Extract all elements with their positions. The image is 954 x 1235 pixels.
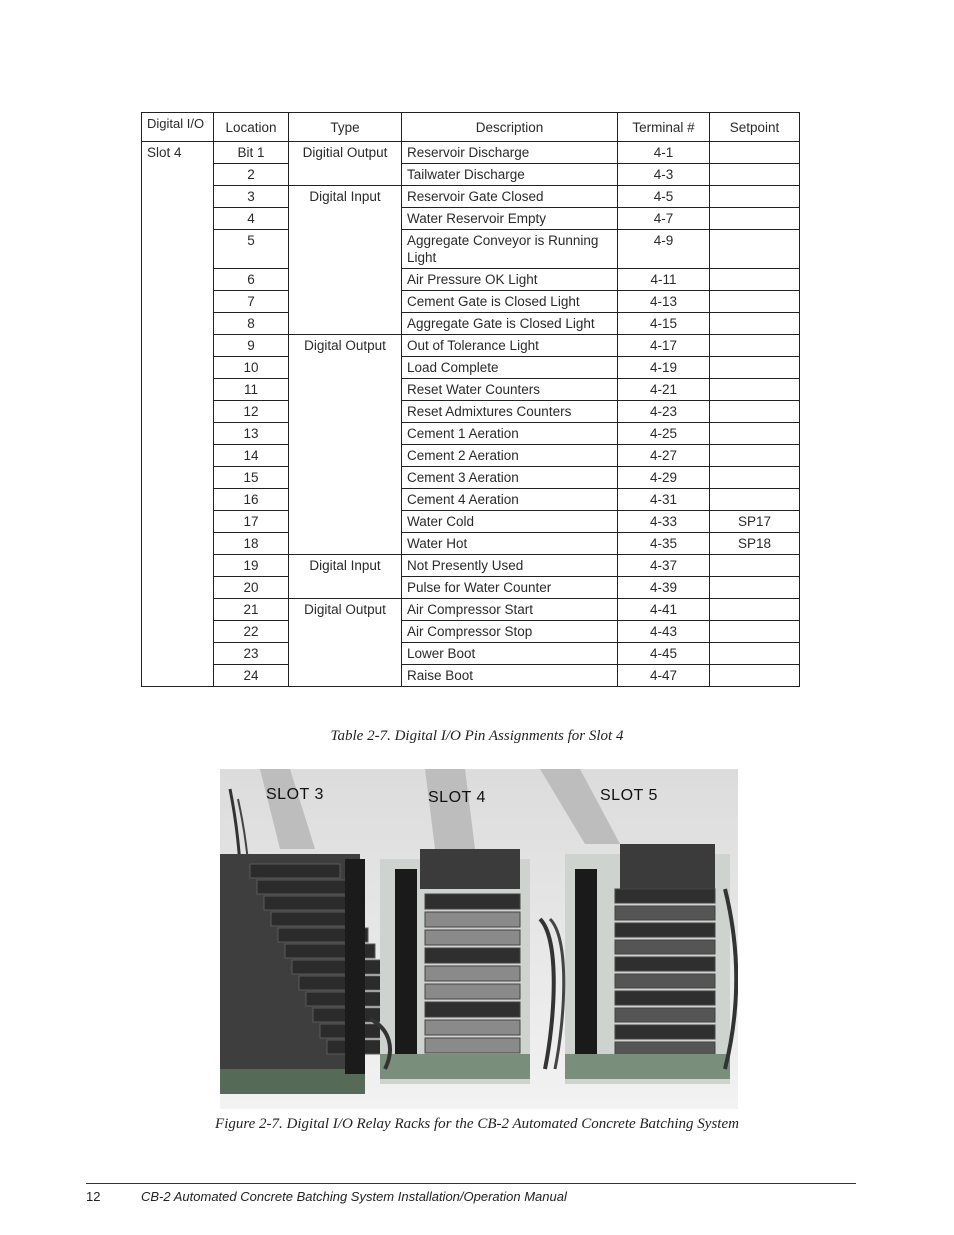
- setpoint-cell: [710, 291, 800, 313]
- type-cell: Digital Output: [289, 599, 402, 687]
- table-row: [142, 230, 800, 269]
- table-row: [142, 489, 800, 511]
- description-cell: Tailwater Discharge: [402, 164, 618, 186]
- location-cell: 5: [214, 230, 289, 269]
- location-cell: 21: [214, 599, 289, 621]
- description-cell: Reset Water Counters: [402, 379, 618, 401]
- terminal-cell: 4-21: [618, 379, 710, 401]
- table-row: [142, 555, 800, 577]
- location-cell: 20: [214, 577, 289, 599]
- relay-module: [292, 960, 382, 974]
- terminal-cell: 4-13: [618, 291, 710, 313]
- description-cell: Water Reservoir Empty: [402, 208, 618, 230]
- description-cell: Water Cold: [402, 511, 618, 533]
- setpoint-cell: [710, 445, 800, 467]
- header-description: Description: [402, 113, 618, 142]
- description-cell: Cement 1 Aeration: [402, 423, 618, 445]
- relay-module: [425, 894, 520, 909]
- location-cell: 24: [214, 665, 289, 687]
- description-cell: Cement 4 Aeration: [402, 489, 618, 511]
- type-cell: Digitial Output: [289, 142, 402, 186]
- terminal-cell: 4-19: [618, 357, 710, 379]
- table-row: [142, 379, 800, 401]
- table-body: [142, 142, 800, 687]
- slot-4-label: SLOT 4: [428, 789, 486, 806]
- type-cell: Digital Input: [289, 186, 402, 335]
- setpoint-cell: SP18: [710, 533, 800, 555]
- description-cell: Out of Tolerance Light: [402, 335, 618, 357]
- table-caption: Table 2-7. Digital I/O Pin Assignments for Slot 4: [330, 728, 624, 744]
- setpoint-cell: [710, 208, 800, 230]
- terminal-cell: 4-23: [618, 401, 710, 423]
- table-row: [142, 291, 800, 313]
- location-cell: 16: [214, 489, 289, 511]
- setpoint-cell: [710, 142, 800, 164]
- footer-rule: [86, 1183, 856, 1184]
- location-cell: 14: [214, 445, 289, 467]
- setpoint-cell: [710, 621, 800, 643]
- header-setpoint: Setpoint: [710, 113, 800, 142]
- setpoint-cell: [710, 313, 800, 335]
- setpoint-cell: [710, 401, 800, 423]
- terminal-cell: 4-11: [618, 269, 710, 291]
- relay-module: [425, 1002, 520, 1017]
- location-cell: 3: [214, 186, 289, 208]
- location-cell: 12: [214, 401, 289, 423]
- terminal-cell: 4-25: [618, 423, 710, 445]
- table-row: [142, 533, 800, 555]
- setpoint-cell: [710, 230, 800, 269]
- page-number: 12: [86, 1189, 101, 1204]
- table-header-row: [142, 113, 800, 142]
- relay-module: [425, 1038, 520, 1053]
- location-cell: 15: [214, 467, 289, 489]
- slot-cell: Slot 4: [142, 142, 214, 687]
- location-cell: 18: [214, 533, 289, 555]
- relay-racks-photo: [220, 769, 738, 1109]
- setpoint-cell: [710, 643, 800, 665]
- location-cell: 6: [214, 269, 289, 291]
- setpoint-cell: SP17: [710, 511, 800, 533]
- setpoint-cell: [710, 335, 800, 357]
- setpoint-cell: [710, 423, 800, 445]
- terminal-cell: 4-45: [618, 643, 710, 665]
- relay-module: [425, 1020, 520, 1035]
- table-row: [142, 423, 800, 445]
- relay-module: [615, 974, 715, 988]
- setpoint-cell: [710, 269, 800, 291]
- relay-module: [615, 1042, 715, 1056]
- table-row: [142, 269, 800, 291]
- type-cell: Digital Input: [289, 555, 402, 599]
- slot-3-label: SLOT 3: [266, 786, 324, 803]
- description-cell: Aggregate Gate is Closed Light: [402, 313, 618, 335]
- table-row: [142, 335, 800, 357]
- table-row: [142, 577, 800, 599]
- relay-module: [615, 1025, 715, 1039]
- terminal-cell: 4-3: [618, 164, 710, 186]
- location-cell: 13: [214, 423, 289, 445]
- header-location: Location: [214, 113, 289, 142]
- type-cell: Digital Output: [289, 335, 402, 555]
- location-cell: Bit 1: [214, 142, 289, 164]
- table-row: [142, 643, 800, 665]
- setpoint-cell: [710, 186, 800, 208]
- location-cell: 9: [214, 335, 289, 357]
- relay-module: [257, 880, 347, 894]
- terminal-cell: 4-9: [618, 230, 710, 269]
- setpoint-cell: [710, 379, 800, 401]
- table-row: [142, 445, 800, 467]
- table-row: [142, 599, 800, 621]
- terminal-cell: 4-29: [618, 467, 710, 489]
- terminal-cell: 4-31: [618, 489, 710, 511]
- description-cell: Aggregate Conveyor is Running Light: [402, 230, 618, 269]
- terminal-cell: 4-47: [618, 665, 710, 687]
- terminal-cell: 4-35: [618, 533, 710, 555]
- terminal-cell: 4-5: [618, 186, 710, 208]
- footer-title: CB-2 Automated Concrete Batching System Installation/Operation Manual: [141, 1189, 567, 1204]
- table-row: [142, 665, 800, 687]
- header-type: Type: [289, 113, 402, 142]
- terminal-cell: 4-37: [618, 555, 710, 577]
- description-cell: Pulse for Water Counter: [402, 577, 618, 599]
- table-row: [142, 401, 800, 423]
- location-cell: 7: [214, 291, 289, 313]
- description-cell: Air Pressure OK Light: [402, 269, 618, 291]
- setpoint-cell: [710, 665, 800, 687]
- description-cell: Cement 3 Aeration: [402, 467, 618, 489]
- relay-module: [615, 1008, 715, 1022]
- description-cell: Air Compressor Stop: [402, 621, 618, 643]
- relay-module: [615, 889, 715, 903]
- relay-racks-illustration: [220, 769, 738, 1109]
- location-cell: 22: [214, 621, 289, 643]
- location-cell: 11: [214, 379, 289, 401]
- figure-caption: Figure 2-7. Digital I/O Relay Racks for the CB-2 Automated Concrete Batching System: [215, 1116, 739, 1132]
- description-cell: Reset Admixtures Counters: [402, 401, 618, 423]
- location-cell: 2: [214, 164, 289, 186]
- setpoint-cell: [710, 577, 800, 599]
- setpoint-cell: [710, 599, 800, 621]
- table-row: [142, 357, 800, 379]
- relay-module: [250, 864, 340, 878]
- io-pin-table: [141, 112, 800, 687]
- setpoint-cell: [710, 489, 800, 511]
- location-cell: 19: [214, 555, 289, 577]
- table-row: [142, 313, 800, 335]
- description-cell: Reservoir Discharge: [402, 142, 618, 164]
- relay-module: [299, 976, 389, 990]
- terminal-cell: 4-1: [618, 142, 710, 164]
- terminal-cell: 4-15: [618, 313, 710, 335]
- setpoint-cell: [710, 164, 800, 186]
- table-row: [142, 142, 800, 164]
- description-cell: Lower Boot: [402, 643, 618, 665]
- location-cell: 10: [214, 357, 289, 379]
- setpoint-cell: [710, 467, 800, 489]
- relay-module: [615, 923, 715, 937]
- setpoint-cell: [710, 357, 800, 379]
- relay-module: [615, 957, 715, 971]
- description-cell: Load Complete: [402, 357, 618, 379]
- location-cell: 23: [214, 643, 289, 665]
- description-cell: Cement Gate is Closed Light: [402, 291, 618, 313]
- location-cell: 8: [214, 313, 289, 335]
- location-cell: 4: [214, 208, 289, 230]
- header-digital-io: Digital I/O: [142, 113, 214, 142]
- terminal-cell: 4-33: [618, 511, 710, 533]
- description-cell: Water Hot: [402, 533, 618, 555]
- terminal-cell: 4-7: [618, 208, 710, 230]
- table-row: [142, 621, 800, 643]
- description-cell: Not Presently Used: [402, 555, 618, 577]
- relay-module: [615, 940, 715, 954]
- relay-module: [425, 930, 520, 945]
- terminal-cell: 4-27: [618, 445, 710, 467]
- relay-module: [425, 984, 520, 999]
- table-row: [142, 511, 800, 533]
- description-cell: Air Compressor Start: [402, 599, 618, 621]
- relay-module: [425, 966, 520, 981]
- description-cell: Reservoir Gate Closed: [402, 186, 618, 208]
- relay-module: [615, 906, 715, 920]
- terminal-cell: 4-41: [618, 599, 710, 621]
- terminal-cell: 4-39: [618, 577, 710, 599]
- location-cell: 17: [214, 511, 289, 533]
- terminal-cell: 4-17: [618, 335, 710, 357]
- slot-5-label: SLOT 5: [600, 787, 658, 804]
- table-row: [142, 164, 800, 186]
- table-row: [142, 467, 800, 489]
- relay-module: [615, 991, 715, 1005]
- description-cell: Raise Boot: [402, 665, 618, 687]
- header-terminal: Terminal #: [618, 113, 710, 142]
- relay-module: [425, 912, 520, 927]
- table-row: [142, 208, 800, 230]
- setpoint-cell: [710, 555, 800, 577]
- table-row: [142, 186, 800, 208]
- terminal-cell: 4-43: [618, 621, 710, 643]
- relay-module: [425, 948, 520, 963]
- relay-module: [264, 896, 354, 910]
- description-cell: Cement 2 Aeration: [402, 445, 618, 467]
